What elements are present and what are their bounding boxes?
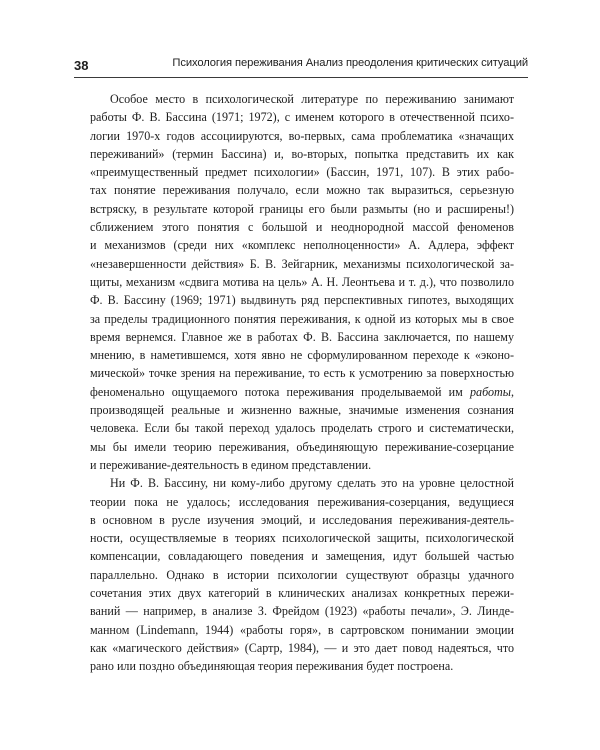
text-line: и механизмов (среди них «комплекс неполноценности» А. Адлера, эффект (90, 238, 514, 253)
text-line: Ни Ф. В. Бассину, ни кому-либо другому сделать это на уровне целостной (110, 476, 514, 491)
header-rule (74, 77, 528, 78)
text-line: сближением этого понятия с большой и неоднородной массой феноменов (90, 220, 514, 235)
italic-word: работы (469, 384, 511, 399)
text-line: время вернемся. Главное же в работах Ф. В. Бассина заключается, по нашему (90, 329, 514, 344)
text-line: мической» точке зрения на переживание, то есть к усмотрению за поверхностью (90, 366, 514, 381)
paragraph-2 (90, 474, 514, 675)
text-line: в основном в русле изучения эмоций, и исследования переживания-деятель- (90, 512, 514, 527)
text-line: и переживание-деятельность в едином представлении. (90, 457, 372, 472)
text-line: щиты, механизм «сдвига мотива на цель» А. Н. Леонтьева и т. д.), что позволило (90, 274, 514, 289)
text-line: Ф. В. Бассину (1969; 1971) выдвинуть ряд перспективных гипотез, выходящих (90, 293, 514, 308)
text-line: переживаний» (термин Бассина) и, во-вторых, попытка представить их как (90, 146, 514, 161)
text-line: человека. Если бы такой переход удалось проделать строго и систематически, (90, 421, 514, 436)
text-line: тах понятие переживания получало, если можно так выразиться, серьезную (90, 183, 514, 198)
text-line: мнению, в наметившемся, хотя явно не сформулированном переходе к «эконо- (90, 348, 514, 363)
text-line: теории пока не удалось; исследования переживания-созерцания, ведущиеся (90, 494, 514, 509)
text-line: как «магического действия» (Сартр, 1984), — и это дает повод надеяться, что (90, 640, 514, 655)
text-line: работы Ф. В. Бассина (1971; 1972), с именем которого в отечественной психо- (90, 110, 514, 125)
text-line: сочетания этих двух категорий в клинических анализах конкретных пережи- (90, 586, 514, 601)
text-line: «преимущественный предмет психологии» (Бассин, 1971, 107). В этих рабо- (90, 165, 514, 180)
text-line: Особое место в психологической литературе по переживанию занимают (110, 92, 514, 106)
text-line: производящей реальные и жизненно важные, значимые изменения сознания (90, 403, 514, 418)
text-line: мы бы имели теорию переживания, объединяющую переживание-созерцание (90, 439, 514, 454)
text-line: ности, осуществляемые в теориях психологической защиты, психологической (90, 531, 514, 546)
text-line: параллельно. Однако в истории психологии существуют образцы удачного (90, 567, 514, 582)
text-segment: феноменально ощущаемого потока переживания проделываемой им (90, 384, 470, 399)
text-line: логии 1970-х годов ассоциируются, во-первых, сама проблематика «значащих (90, 128, 514, 143)
text-line: компенсации, совладающего поведения и замещения, идут большей частью (90, 549, 514, 564)
text-line: встряску, в результате которой границы его были размыты (но и расширены!) (90, 201, 514, 216)
page-header (74, 44, 528, 84)
text-line (90, 383, 514, 401)
text-line: ваний — например, в анализе З. Фрейдом (1923) «работы печали», Э. Линде- (90, 604, 514, 619)
running-title: Психология переживания Анализ преодоления критических ситуаций (172, 57, 528, 69)
text-segment: , (510, 384, 514, 399)
body-text (90, 90, 514, 676)
text-line: рано или поздно объединяющая теория переживания будет построена. (90, 659, 454, 674)
text-line: манном (Lindemann, 1944) «работы горя», в сартровском понимании эмоции (90, 622, 514, 637)
text-line: за пределы традиционного понятия переживания, к одной из которых мы в свое (90, 311, 514, 326)
page-number: 38 (74, 58, 89, 73)
text-line: «незавершенности действия» Б. В. Зейгарник, механизмы психологической за- (90, 256, 514, 271)
paragraph-1 (90, 90, 514, 474)
